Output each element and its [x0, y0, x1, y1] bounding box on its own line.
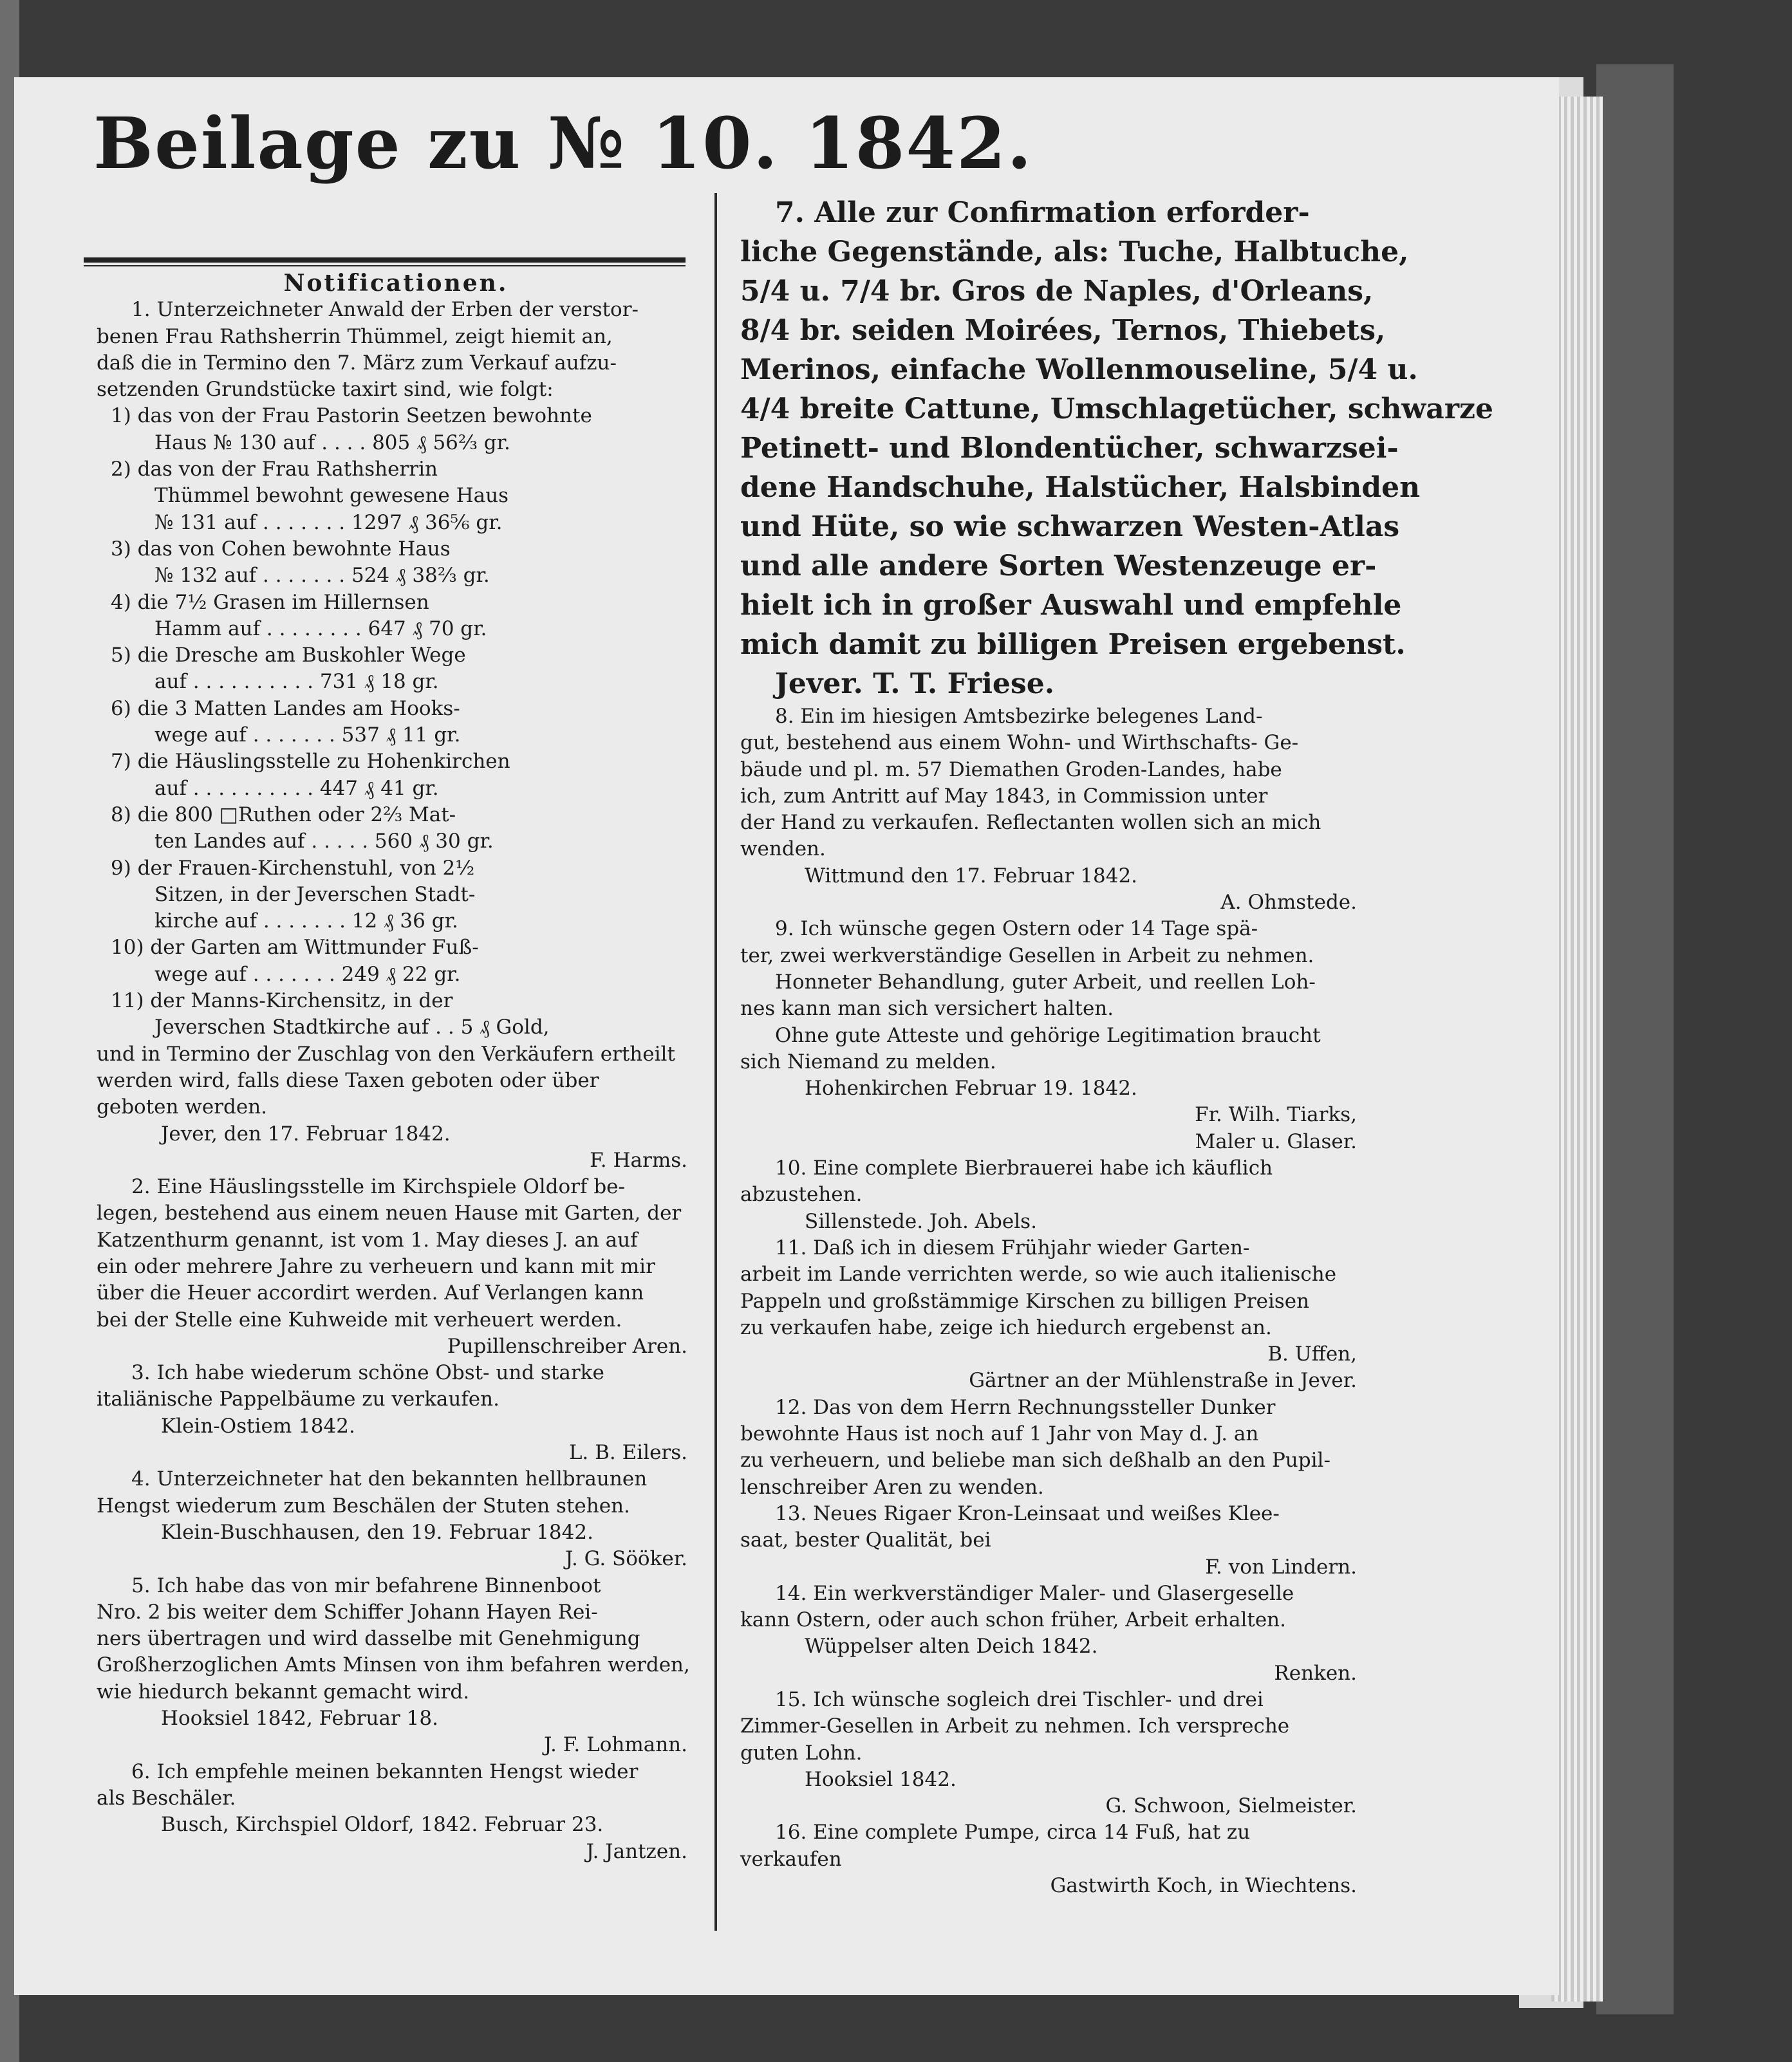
- left-column-line-43: Klein-Ostiem 1842.: [161, 1414, 355, 1438]
- right-column-line-11: mich damit zu billigen Preisen ergebenst.: [740, 628, 1406, 661]
- left-column-line-32: Jever, den 17. Februar 1842.: [161, 1122, 451, 1146]
- right-column-line-1: liche Gegenstände, als: Tuche, Halbtuche,: [740, 236, 1409, 268]
- left-column-line-10: 3) das von Cohen bewohnte Haus: [111, 537, 451, 561]
- left-column-line-28: Jeverschen Stadtkirche auf . . 5 ₰ Gold,: [154, 1016, 550, 1039]
- right-column-line-15: bäude und pl. m. 57 Diemathen Groden-Landes, habe: [740, 757, 1282, 781]
- left-column-line-45: 4. Unterzeichneter hat den bekannten hellbraunen: [131, 1467, 648, 1491]
- right-column-line-9: und alle andere Sorten Westenzeuge er-: [740, 550, 1377, 582]
- left-column-line-51: ners übertragen und wird dasselbe mit Genehmigung: [97, 1627, 640, 1651]
- left-column-line-7: 2) das von der Frau Rathsherrin: [111, 458, 438, 481]
- right-column-line-8: und Hüte, so wie schwarzen Westen-Atlas: [740, 510, 1400, 543]
- left-column-line-42: italiänische Pappelbäume zu verkaufen.: [97, 1388, 499, 1411]
- right-column-line-39: 12. Das von dem Herrn Rechnungssteller Dunker: [775, 1395, 1276, 1419]
- column-divider: [714, 193, 717, 1931]
- left-column-line-6: Haus № 130 auf . . . . 805 ₰ 56⅔ gr.: [154, 431, 510, 454]
- right-column-line-6: Petinett- und Blondentücher, schwarzsei-: [740, 432, 1399, 465]
- left-column-line-16: 6) die 3 Matten Landes am Hooks-: [111, 696, 460, 720]
- left-column-line-37: ein oder mehrere Jahre zu verheuern und kann mit mir: [97, 1254, 655, 1278]
- right-column-line-30: 10. Eine complete Bierbrauerei habe ich käuflich: [775, 1156, 1273, 1180]
- title-rule: [84, 257, 686, 266]
- left-column-line-3: daß die in Termino den 7. März zum Verkauf aufzu-: [97, 351, 617, 375]
- left-column-line-50: Nro. 2 bis weiter dem Schiffer Johann Hayen Rei-: [97, 1600, 598, 1624]
- right-column-line-16: ich, zum Antritt auf May 1843, in Commission unter: [740, 784, 1268, 808]
- right-column-line-31: abzustehen.: [740, 1183, 863, 1207]
- left-column-line-29: und in Termino der Zuschlag von den Verkäufern ertheilt: [97, 1042, 675, 1066]
- left-column-line-56: 6. Ich empfehle meinen bekannten Hengst wieder: [131, 1760, 639, 1783]
- right-column-line-4: Merinos, einfache Wollenmouseline, 5/4 u.: [740, 353, 1418, 386]
- right-column-line-33: 11. Daß ich in diesem Frühjahr wieder Garten-: [775, 1236, 1250, 1259]
- right-column-line-40: bewohnte Haus ist noch auf 1 Jahr von May d. J. an: [740, 1422, 1259, 1446]
- left-column-line-27: 11) der Manns-Kirchensitz, in der: [111, 989, 453, 1013]
- page-edges: [1551, 97, 1603, 2002]
- left-column-line-55: J. F. Lohmann.: [544, 1733, 687, 1757]
- right-column-line-12: Jever. T. T. Friese.: [775, 667, 1055, 700]
- right-column-line-35: Pappeln und großstämmige Kirschen zu billigen Preisen: [740, 1289, 1310, 1313]
- right-column-line-27: Hohenkirchen Februar 19. 1842.: [805, 1077, 1137, 1101]
- right-column-line-52: guten Lohn.: [740, 1741, 863, 1765]
- right-column-line-21: 9. Ich wünsche gegen Ostern oder 14 Tage spä-: [775, 917, 1258, 941]
- left-column-line-34: 2. Eine Häuslingsstelle im Kirchspiele Oldorf be-: [131, 1175, 625, 1199]
- left-column-line-46: Hengst wiederum zum Beschälen der Stuten stehen.: [97, 1494, 630, 1518]
- left-column-line-40: Pupillenschreiber Aren.: [447, 1334, 687, 1358]
- left-column-line-35: legen, bestehend aus einem neuen Hause mit Garten, der: [97, 1202, 682, 1225]
- left-column-line-17: wege auf . . . . . . . 537 ₰ 11 gr.: [154, 723, 461, 747]
- left-column-line-59: J. Jantzen.: [586, 1839, 687, 1863]
- left-column-line-24: kirche auf . . . . . . . 12 ₰ 36 gr.: [154, 909, 458, 933]
- left-column-line-2: benen Frau Rathsherrin Thümmel, zeigt hiemit an,: [97, 324, 613, 348]
- right-column-line-55: 16. Eine complete Pumpe, circa 14 Fuß, hat zu: [775, 1821, 1251, 1844]
- left-column-line-53: wie hiedurch bekannt gemacht wird.: [97, 1680, 470, 1704]
- right-column-line-20: A. Ohmstede.: [1220, 891, 1357, 915]
- right-column-line-46: 14. Ein werkverständiger Maler- und Glasergeselle: [775, 1581, 1294, 1605]
- left-column-line-13: Hamm auf . . . . . . . . 647 ₰ 70 gr.: [154, 617, 487, 640]
- left-column-line-36: Katzenthurm genannt, ist vom 1. May dieses J. an auf: [97, 1228, 638, 1252]
- right-column-line-47: kann Ostern, oder auch schon früher, Arbeit erhalten.: [740, 1608, 1287, 1632]
- left-column-line-30: werden wird, falls diese Taxen geboten oder über: [97, 1068, 599, 1092]
- right-column-line-36: zu verkaufen habe, zeige ich hiedurch ergebenst an.: [740, 1315, 1272, 1339]
- right-column-line-0: 7. Alle zur Confirmation erforder-: [775, 196, 1310, 229]
- left-column-line-11: № 132 auf . . . . . . . 524 ₰ 38⅔ gr.: [154, 564, 490, 588]
- left-column-line-0: Notificationen.: [283, 270, 509, 297]
- left-column-line-38: über die Heuer accordirt werden. Auf Verlangen kann: [97, 1281, 644, 1305]
- left-column-line-41: 3. Ich habe wiederum schöne Obst- und starke: [131, 1361, 604, 1385]
- left-column-line-5: 1) das von der Frau Pastorin Seetzen bewohnte: [111, 404, 592, 428]
- right-column-line-23: Honneter Behandlung, guter Arbeit, und reellen Loh-: [775, 970, 1316, 994]
- right-column-line-34: arbeit im Lande verrichten werde, so wie auch italienische: [740, 1263, 1337, 1286]
- page-title: Beilage zu № 10. 1842.: [93, 102, 1033, 185]
- left-column-line-39: bei der Stelle eine Kuhweide mit verheuert werden.: [97, 1308, 622, 1332]
- right-column-line-42: lenschreiber Aren zu wenden.: [740, 1475, 1044, 1499]
- left-column-line-54: Hooksiel 1842, Februar 18.: [161, 1707, 438, 1731]
- right-column-line-22: ter, zwei werkverständige Gesellen in Arbeit zu nehmen.: [740, 943, 1314, 967]
- right-column-line-5: 4/4 breite Cattune, Umschlagetücher, schwarze: [740, 393, 1493, 425]
- right-column-line-32: Sillenstede. Joh. Abels.: [805, 1209, 1037, 1233]
- right-column-line-10: hielt ich in großer Auswahl und empfehle: [740, 589, 1402, 622]
- right-column-line-54: G. Schwoon, Sielmeister.: [1105, 1794, 1357, 1818]
- left-column-line-4: setzenden Grundstücke taxirt sind, wie folgt:: [97, 378, 554, 402]
- right-column-line-44: saat, bester Qualität, bei: [740, 1528, 991, 1552]
- left-column-line-25: 10) der Garten am Wittmunder Fuß-: [111, 936, 479, 960]
- left-column: [97, 270, 695, 1865]
- book-cover-edge: [1596, 64, 1674, 2014]
- left-column-line-18: 7) die Häuslingsstelle zu Hohenkirchen: [111, 750, 510, 774]
- right-column-line-53: Hooksiel 1842.: [805, 1767, 957, 1791]
- left-column-line-48: J. G. Sööker.: [565, 1547, 687, 1571]
- left-column-line-49: 5. Ich habe das von mir befahrene Binnenboot: [131, 1574, 601, 1597]
- right-column-line-2: 5/4 u. 7/4 br. Gros de Naples, d'Orleans,: [740, 275, 1374, 308]
- right-column-line-48: Wüppelser alten Deich 1842.: [805, 1635, 1098, 1658]
- left-column-line-12: 4) die 7½ Grasen im Hillernsen: [111, 590, 429, 614]
- left-column-line-57: als Beschäler.: [97, 1786, 236, 1810]
- left-column-line-1: 1. Unterzeichneter Anwald der Erben der verstor-: [131, 298, 639, 322]
- right-column-line-51: Zimmer-Gesellen in Arbeit zu nehmen. Ich verspreche: [740, 1714, 1290, 1738]
- left-column-line-47: Klein-Buschhausen, den 19. Februar 1842.: [161, 1520, 593, 1544]
- left-column-line-31: geboten werden.: [97, 1095, 268, 1119]
- left-column-line-9: № 131 auf . . . . . . . 1297 ₰ 36⅚ gr.: [154, 510, 503, 534]
- left-column-line-52: Großherzoglichen Amts Minsen von ihm befahren werden,: [97, 1653, 690, 1677]
- right-column-line-50: 15. Ich wünsche sogleich drei Tischler- und drei: [775, 1687, 1264, 1711]
- right-column-line-45: F. von Lindern.: [1205, 1555, 1357, 1579]
- right-column-line-19: Wittmund den 17. Februar 1842.: [805, 864, 1138, 887]
- right-column-line-17: der Hand zu verkaufen. Reflectanten wollen sich an mich: [740, 811, 1321, 835]
- right-column: [740, 193, 1493, 1899]
- left-column-line-14: 5) die Dresche am Buskohler Wege: [111, 644, 466, 667]
- right-column-line-49: Renken.: [1274, 1661, 1357, 1685]
- left-column-line-22: 9) der Frauen-Kirchenstuhl, von 2½: [111, 856, 475, 880]
- right-column-line-24: nes kann man sich versichert halten.: [740, 997, 1114, 1021]
- left-column-line-15: auf . . . . . . . . . . 731 ₰ 18 gr.: [154, 670, 439, 694]
- right-column-line-57: Gastwirth Koch, in Wiechtens.: [1050, 1874, 1357, 1898]
- right-column-line-29: Maler u. Glaser.: [1195, 1129, 1357, 1153]
- right-column-line-13: 8. Ein im hiesigen Amtsbezirke belegenes Land-: [775, 705, 1263, 728]
- right-column-line-43: 13. Neues Rigaer Kron-Leinsaat und weißes Klee-: [775, 1501, 1280, 1525]
- right-column-line-14: gut, bestehend aus einem Wohn- und Wirthschafts- Ge-: [740, 731, 1299, 755]
- right-column-line-56: verkaufen: [740, 1847, 842, 1871]
- left-column-line-33: F. Harms.: [590, 1148, 687, 1172]
- left-column-line-20: 8) die 800 □Ruthen oder 2⅔ Mat-: [111, 803, 456, 826]
- left-column-line-58: Busch, Kirchspiel Oldorf, 1842. Februar 23.: [161, 1813, 604, 1837]
- right-column-line-37: B. Uffen,: [1267, 1342, 1357, 1366]
- left-column-line-21: ten Landes auf . . . . . 560 ₰ 30 gr.: [154, 830, 494, 853]
- right-column-line-25: Ohne gute Atteste und gehörige Legitimation braucht: [775, 1023, 1321, 1047]
- right-column-line-3: 8/4 br. seiden Moirées, Ternos, Thiebets,: [740, 314, 1386, 347]
- left-column-line-8: Thümmel bewohnt gewesene Haus: [154, 484, 509, 508]
- left-column-line-19: auf . . . . . . . . . . 447 ₰ 41 gr.: [154, 776, 439, 800]
- right-column-line-38: Gärtner an der Mühlenstraße in Jever.: [969, 1369, 1357, 1393]
- left-column-line-26: wege auf . . . . . . . 249 ₰ 22 gr.: [154, 962, 461, 986]
- right-column-line-7: dene Handschuhe, Halstücher, Halsbinden: [740, 471, 1421, 504]
- right-column-line-28: Fr. Wilh. Tiarks,: [1195, 1103, 1357, 1127]
- right-column-line-41: zu verheuern, und beliebe man sich deßhalb an den Pupil-: [740, 1449, 1330, 1472]
- left-column-line-44: L. B. Eilers.: [568, 1441, 687, 1465]
- left-column-line-23: Sitzen, in der Jeverschen Stadt-: [154, 882, 476, 906]
- right-column-line-26: sich Niemand zu melden.: [740, 1050, 996, 1073]
- right-column-line-18: wenden.: [740, 837, 826, 861]
